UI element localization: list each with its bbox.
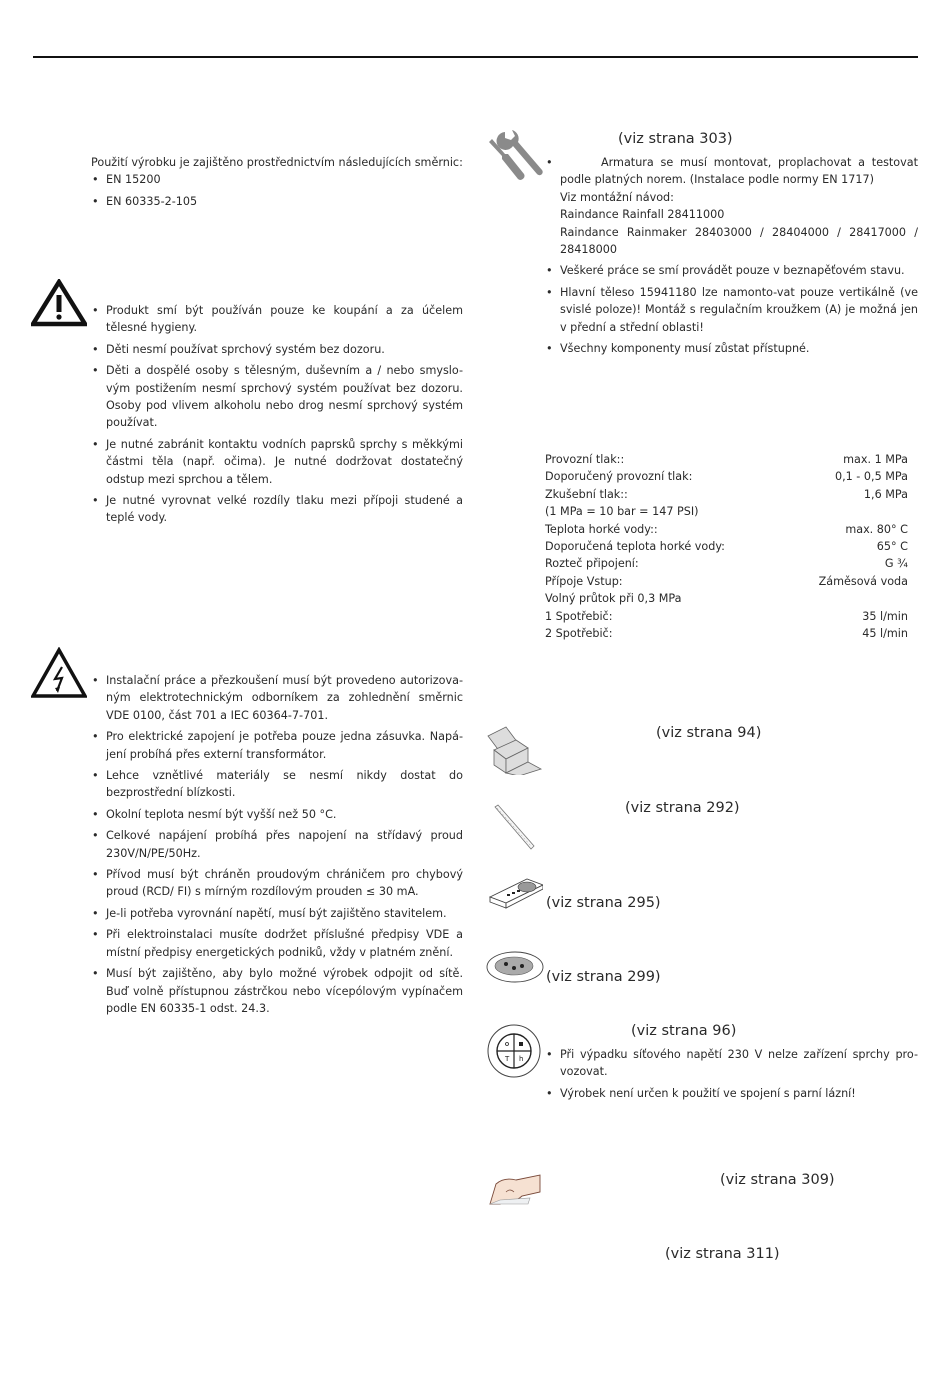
spec-value: 1,6 MPa [863,487,908,501]
spec-value: 35 l/min [862,609,908,623]
installation-item: • Veškeré práce se smí provádět pouze v beznapěťovém stavu. [545,262,918,279]
electrical-section [91,672,463,1021]
installation-item: • Všechny komponenty musí zůstat přístupné. [545,340,918,357]
electrical-item: • Celkové napájení probíhá přes napojení na střídavý proud 230V/N/PE/50Hz. [91,827,463,862]
installation-item-text: Armatura se musí montovat, proplachovat a testovat podle platných norem. (Instalace podle normy EN 1717) [560,156,918,187]
intro-section [91,154,471,214]
control-item: • Výrobek není určen k použití ve spojení s parní lázní! [545,1085,918,1102]
spec-label: (1 MPa = 10 bar = 147 PSI) [545,505,699,519]
shower-head-icon [486,950,544,984]
electrical-item: • Přívod musí být chráněn proudovým chráničem pro chybový proud (RCD/ FI) s mírným rozdílovým prouden ≤ 30 mA. [91,866,463,901]
spec-row [545,538,908,555]
spec-value: G ¾ [884,557,908,571]
strip-page-ref[interactable]: (viz strana 292) [625,800,740,816]
svg-text:T: T [505,1055,510,1063]
electrical-item: • Musí být zajištěno, aby bylo možné výrobek odpojit od sítě. Buď volně přístupnou zástrčkou nebo vícepólovým vypínačem podle EN 60335-1 odst. 24.3. [91,965,463,1017]
spec-label: Rozteč připojení: [545,557,639,571]
panel-page-ref[interactable]: (viz strana 295) [546,895,661,911]
electrical-item: • Lehce vznětlivé materiály se nesmí nikdy dostat do bezprostřední blízkosti. [91,767,463,802]
spec-row [545,555,908,572]
spec-row [545,590,908,607]
installation-item [545,154,918,258]
spec-label: Doporučený provozní tlak: [545,470,693,484]
safety-item: • Je nutné zabránit kontaktu vodních paprsků sprchy s měkkými částmi těla (např. očima). Je nutné dodržovat dostatečný odstup mezi sprchou a tělem. [91,436,463,488]
installation-section [545,154,918,361]
safety-section [91,302,463,531]
spec-row [545,468,908,485]
spec-label: 1 Spotřebič: [545,609,613,623]
spec-label: Provozní tlak:: [545,453,625,466]
spec-row [545,608,908,625]
electrical-item: • Je-li potřeba vyrovnání napětí, musí být zajištěno stavitelem. [91,905,463,922]
manual-line: Raindance Rainmaker 28403000 / 28404000 / 28417000 / 28418000 [560,225,918,257]
spec-label: Volný průtok při 0,3 MPa [545,592,682,606]
spec-row [545,451,908,468]
control-section [545,1046,918,1106]
spec-label: Zkušební tlak:: [545,487,628,501]
spec-label: 2 Spotřebič: [545,627,613,641]
specs-table [545,451,908,642]
intro-item: • EN 15200 [91,171,471,188]
electrical-item: • Instalační práce a přezkoušení musí být provedeno autorizova-ným elektrotechnickým odborníkem za zohlednění směrnic VDE 0100, část 701 a IEC 60364-7-701. [91,672,463,724]
spec-value: max. 80° C [845,522,908,536]
spec-label: Přípoje Vstup: [545,574,623,588]
intro-item: • EN 60335-2-105 [91,193,471,210]
control-page-ref[interactable]: (viz strana 96) [631,1023,737,1039]
safety-item: • Děti a dospělé osoby s tělesným, duševním a / nebo smyslo-vým postižením nesmí sprchový systém používat bez dozoru. Osoby pod vlivem alkoholu nebo drog nesmí sprchový systém používat. [91,362,463,432]
last-page-ref[interactable]: (viz strana 311) [665,1246,780,1262]
intro-text: Použití výrobku je zajištěno prostřednictvím následujících směrnic: [91,156,463,169]
cleaning-page-ref[interactable]: (viz strana 309) [720,1172,835,1188]
spec-value: max. 1 MPa [843,453,908,466]
control-dial-icon [486,1023,542,1079]
manual-label: Viz montážní návod: [560,190,674,204]
spec-value: 0,1 - 0,5 MPa [834,470,908,484]
svg-text:h: h [519,1055,524,1063]
electrical-item: • Při elektroinstalaci musíte dodržet příslušné předpisy VDE a místní předpisy energetických podniků, vždy v platném znění. [91,926,463,961]
box-page-ref[interactable]: (viz strana 94) [656,725,762,741]
package-box-icon [486,725,544,775]
electrical-item: • Pro elektrické zapojení je potřeba pouze jedna zásuvka. Napá-jení probíhá přes externí transformátor. [91,728,463,763]
oval-page-ref[interactable]: (viz strana 299) [546,969,661,985]
control-item: • Při výpadku síťového napětí 230 V nelze zařízení sprchy pro-vozovat. [545,1046,918,1081]
spec-label: Doporučená teplota horké vody: [545,540,725,554]
cleaning-hand-icon [486,1172,542,1208]
spec-row [545,486,908,503]
safety-item: • Děti nesmí používat sprchový systém bez dozoru. [91,341,463,358]
spec-row [545,521,908,538]
spec-value: Záměsová voda [818,574,908,588]
spec-row [545,625,908,642]
spec-value: 65° C [876,540,908,554]
safety-item: • Je nutné vyrovnat velké rozdíly tlaku mezi přípoji studené a teplé vody. [91,492,463,527]
installation-item: • Hlavní těleso 15941180 lze namonto-vat pouze vertikálně (ve svislé poloze)! Montáž s regulačním kroužkem (A) je možná jen v přední a střední oblasti! [545,284,918,336]
header-rule [33,56,918,58]
warning-icon [31,279,87,327]
strip-icon [493,804,535,852]
tools-icon [487,128,543,186]
high-voltage-icon [31,647,87,699]
installation-page-ref[interactable]: (viz strana 303) [618,131,733,147]
spec-row [545,503,908,520]
spec-label: Teplota horké vody:: [545,522,658,536]
spec-value: 45 l/min [862,627,908,641]
manual-line: Raindance Rainfall 28411000 [560,208,725,222]
control-panel-icon [487,875,543,915]
electrical-item: • Okolní teplota nesmí být vyšší než 50 °C. [91,806,463,823]
spec-row [545,573,908,590]
safety-item: • Produkt smí být používán pouze ke koupání a za účelem tělesné hygieny. [91,302,463,337]
